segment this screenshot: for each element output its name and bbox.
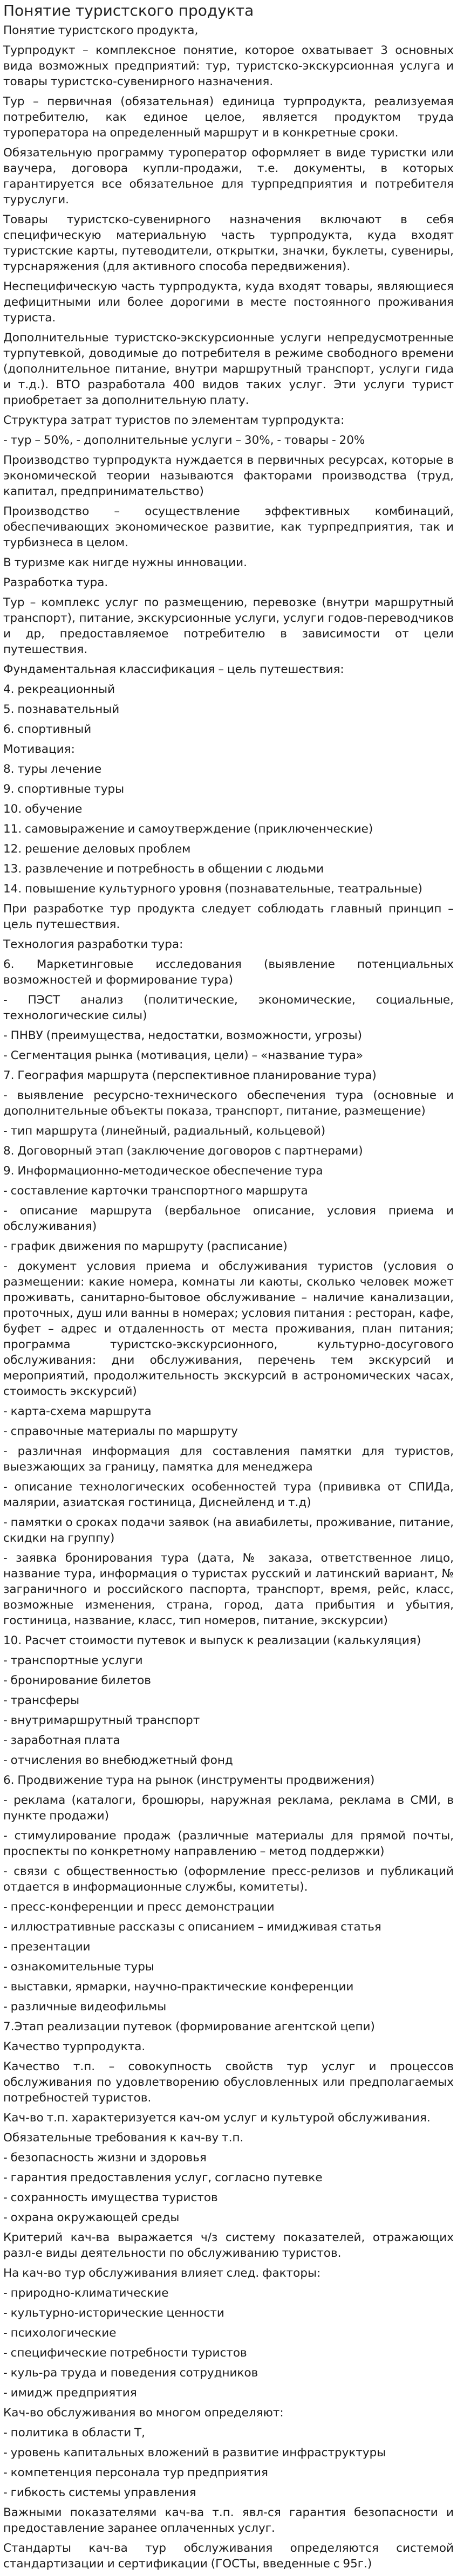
page-title: Понятие туристского продукта	[3, 2, 254, 19]
paragraph: При разработке тур продукта следует соблюдать главный принцип – цель путешествия.	[3, 902, 454, 931]
document-body	[3, 23, 454, 2572]
paragraph: 4. рекреационный	[3, 683, 115, 696]
paragraph: Структура затрат туристов по элементам турпродукта:	[3, 414, 345, 427]
paragraph: - отчисления во внебюджетный фонд	[3, 1754, 233, 1767]
paragraph: На кач-во тур обслуживания влияет след. факторы:	[3, 2266, 321, 2280]
paragraph: Важными показателями кач-ва т.п. явл-ся гарантия безопасности и предоставление заранее оплаченных услуг.	[3, 2506, 454, 2535]
paragraph: - различная информация для составления памятки для туристов, выезжающих за границу, памятка для менеджера	[3, 1445, 454, 1474]
paragraph: - политика в области Т,	[3, 2426, 145, 2440]
paragraph: - памятки о сроках подачи заявок (на авиабилеты, проживание, питание, скидки на группу)	[3, 1516, 454, 1545]
paragraph: - Сегментация рынка (мотивация, цели) – «название тура»	[3, 1049, 364, 1062]
paragraph: - сохранность имущества туристов	[3, 2191, 218, 2204]
paragraph: - стимулирование продаж (различные материалы для прямой почты, проспекты по конкретному направлению – метод поддержки)	[3, 1829, 454, 1858]
paragraph: - гарантия предоставления услуг, согласно путевке	[3, 2171, 323, 2185]
paragraph: Технология разработки тура:	[3, 938, 183, 951]
paragraph: Качество т.п. – совокупность свойств тур услуг и процессов обслуживания по удовлетворению обусловленных или предполагаемых потребностей туристов.	[3, 2060, 454, 2105]
paragraph: 8. туры лечение	[3, 763, 102, 776]
paragraph: - специфические потребности туристов	[3, 2346, 247, 2360]
paragraph: 7.Этап реализации путевок (формирование агентской цепи)	[3, 2020, 375, 2034]
paragraph: 9. Информационно-методическое обеспечение тура	[3, 1164, 323, 1178]
paragraph: - пресс-конференции и пресс демонстрации	[3, 1900, 275, 1914]
paragraph: - компетенция персонала тур предприятия	[3, 2466, 268, 2479]
paragraph: - безопасность жизни и здоровья	[3, 2151, 207, 2165]
paragraph: - куль-ра труда и поведения сотрудников	[3, 2366, 258, 2380]
paragraph: - тип маршрута (линейный, радиальный, кольцевой)	[3, 1124, 326, 1138]
paragraph: Товары туристско-сувенирного назначения включают в себя специфическую материальную часть турпродукта, куда входят туристские карты, путеводители, открытки, значки, буклеты, сувениры, турснаряжения (для активного способа передвижения).	[3, 213, 454, 273]
paragraph: - гибкость системы управления	[3, 2486, 196, 2499]
paragraph: Фундаментальная классификация – цель путешествия:	[3, 663, 344, 676]
paragraph: - заявка бронирования тура (дата, № заказа, ответственное лицо, название тура, информация о туристах русский и латинский вариант, № заграничного и российского паспорта, транспорт, время, рейс, класс, возможные изменения, страна, город, дата прибытия и убытия, гостиница, название, класс, тип номеров, питание, экскурсии)	[3, 1551, 454, 1627]
paragraph: 6. Продвижение тура на рынок (инструменты продвижения)	[3, 1774, 375, 1787]
paragraph: - психологические	[3, 2326, 117, 2340]
paragraph: - различные видеофильмы	[3, 2000, 167, 2014]
paragraph: Разработка тура.	[3, 576, 108, 589]
paragraph: Производство – осуществление эффективных комбинаций, обеспечивающих экономическое развитие, как турпредприятия, так и турбизнеса в целом.	[3, 505, 454, 549]
paragraph: Неспецифическую часть турпродукта, куда входят товары, являющиеся дефицитными или более дорогими в месте постоянного проживания туриста.	[3, 280, 454, 325]
paragraph: 12. решение деловых проблем	[3, 842, 191, 856]
paragraph: - справочные материалы по маршруту	[3, 1425, 238, 1438]
paragraph: - бронирование билетов	[3, 1674, 151, 1687]
paragraph: - описание технологических особенностей тура (прививка от СПИДа, малярии, азиатская гостиница, Диснейленд и т.д)	[3, 1480, 454, 1509]
paragraph: - имидж предприятия	[3, 2386, 137, 2400]
paragraph: 8. Договорный этап (заключение договоров с партнерами)	[3, 1144, 363, 1158]
paragraph: - иллюстративные рассказы с описанием – имидживая статья	[3, 1920, 381, 1934]
paragraph: - составление карточки транспортного маршрута	[3, 1184, 308, 1198]
paragraph: Мотивация:	[3, 743, 75, 756]
paragraph: - документ условия приема и обслуживания туристов (условия о размещении: какие номера, комнаты ли каюты, сколько человек может проживать, санитарно-бытовое обслуживание – наличие канализации, проточных, душ или ванны в номерах; условия питания : ресторан, кафе, буфет – адрес и отдаленность от места проживания, план питания; программа туристско-экскурсионного, культурно-досугового обслуживания: дни обслуживания, перечень тем экскурсий и мероприятий, продолжительность экскурсий в астрономических часах, стоимость экскурсий)	[3, 1260, 454, 1398]
paragraph: - трансферы	[3, 1694, 80, 1707]
paragraph: Обязательные требования к кач-ву т.п.	[3, 2131, 244, 2145]
paragraph: - ознакомительные туры	[3, 1960, 154, 1974]
paragraph: Тур – комплекс услуг по размещению, перевозке (внутри маршрутный транспорт), питание, экскурсионные услуги, услуги годов-переводчиков и др, предоставляемое потребителю в зависимости от цели путешествия.	[3, 596, 454, 656]
paragraph: Дополнительные туристско-экскурсионные услуги непредусмотренные турпутевкой, доводимые до потребителя в режиме свободного времени (дополнительное питание, внутри маршрутный транспорт, услуги гида и т.д.). ВТО разработала 400 видов таких услуг. Эти услуги турист приобретает за дополнительную плату.	[3, 331, 454, 407]
paragraph: - ПЭСТ анализ (политические, экономические, социальные, технологические силы)	[3, 993, 454, 1022]
paragraph: - внутримаршрутный транспорт	[3, 1714, 200, 1727]
paragraph: - заработная плата	[3, 1734, 120, 1747]
paragraph: Тур – первичная (обязательная) единица турпродукта, реализуемая потребителю, как единое целое, является продуктом труда туроператора на определенный маршрут и в конкретные сроки.	[3, 95, 454, 140]
paragraph: - охрана окружающей среды	[3, 2211, 180, 2224]
paragraph: - выставки, ярмарки, научно-практические конференции	[3, 1980, 354, 1994]
paragraph: - график движения по маршруту (расписание)	[3, 1240, 288, 1253]
paragraph: 14. повышение культурного уровня (познавательные, театральные)	[3, 882, 422, 896]
paragraph: 9. спортивные туры	[3, 782, 125, 796]
paragraph: Кач-во обслуживания во многом определяют:	[3, 2406, 284, 2420]
paragraph: - реклама (каталоги, брошюры, наружная реклама, реклама в СМИ, в пункте продажи)	[3, 1794, 454, 1823]
paragraph: 6. спортивный	[3, 723, 92, 736]
paragraph: - транспортные услуги	[3, 1654, 143, 1667]
paragraph: 6. Маркетинговые исследования (выявление потенциальных возможностей и формирование тура)	[3, 958, 454, 987]
paragraph: Кач-во т.п. характеризуется кач-ом услуг и культурой обслуживания.	[3, 2111, 431, 2125]
paragraph: - тур – 50%, - дополнительные услуги – 30%, - товары - 20%	[3, 434, 365, 447]
paragraph: - выявление ресурсно-технического обеспечения тура (основные и дополнительные объекты показа, транспорт, питание, размещение)	[3, 1089, 454, 1118]
paragraph: - ПНВУ (преимущества, недостатки, возможности, угрозы)	[3, 1029, 362, 1042]
paragraph: В туризме как нигде нужны инновации.	[3, 556, 247, 569]
paragraph: - презентации	[3, 1940, 91, 1954]
paragraph: 13. развлечение и потребность в общении с людьми	[3, 862, 324, 876]
paragraph: - карта-схема маршрута	[3, 1405, 152, 1418]
paragraph: Стандарты кач-ва тур обслуживания определяются системой стандартизации и сертификации (ГОСТы, введенные с 95г.)	[3, 2541, 454, 2571]
paragraph: 10. обучение	[3, 802, 83, 816]
paragraph: Качество турпродукта.	[3, 2040, 146, 2053]
paragraph: - уровень капитальных вложений в развитие инфраструктуры	[3, 2446, 386, 2460]
paragraph: Турпродукт – комплексное понятие, которое охватывает 3 основных вида возможных предприятий: тур, туристско-экскурсионная услуга и товары туристско-сувенирного назначения.	[3, 44, 454, 88]
paragraph: - описание маршрута (вербальное описание, условия приема и обслуживания)	[3, 1204, 454, 1233]
paragraph: Критерий кач-ва выражается ч/з систему показателей, отражающих разл-е виды деятельности по обслуживанию туристов.	[3, 2231, 454, 2260]
paragraph: 11. самовыражение и самоутверждение (приключенческие)	[3, 822, 373, 836]
paragraph: 5. познавательный	[3, 703, 120, 716]
paragraph: 7. География маршрута (перспективное планирование тура)	[3, 1069, 377, 1082]
paragraph: Понятие туристского продукта,	[3, 24, 199, 37]
paragraph: - культурно-исторические ценности	[3, 2306, 224, 2320]
paragraph: - связи с общественностью (оформление пресс-релизов и публикаций отдается в информационные службы, комитеты).	[3, 1865, 454, 1894]
paragraph: Обязательную программу туроператор оформляет в виде туристки или ваучера, договора купли-продажи, т.е. документы, в которых гарантируется все обязательное для турпредприятия и потребителя туруслуги.	[3, 146, 454, 207]
paragraph: 10. Расчет стоимости путевок и выпуск к реализации (калькуляция)	[3, 1634, 421, 1647]
paragraph: Производство турпродукта нуждается в первичных ресурсах, которые в экономической теории называются факторами производства (труд, капитал, предпринимательство)	[3, 454, 454, 498]
paragraph: - природно-климатические	[3, 2286, 169, 2300]
